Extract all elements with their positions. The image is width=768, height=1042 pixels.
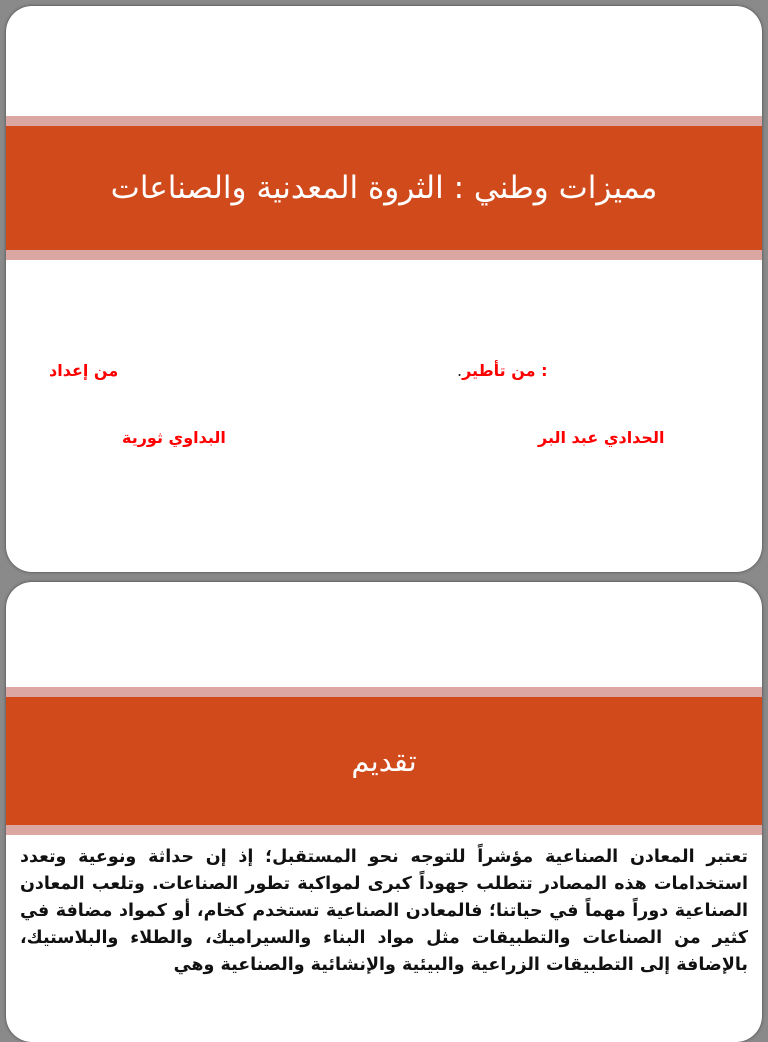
- top-accent-line: [6, 116, 762, 126]
- supervisor-name: الحدادي عبد البر: [538, 428, 665, 447]
- intro-slide: [6, 582, 762, 1042]
- bottom-accent-line: [6, 825, 762, 835]
- title-band: [6, 126, 762, 250]
- title-band: [6, 697, 762, 825]
- slide-title: مميزات وطني : الثروة المعدنية والصناعات: [110, 170, 658, 206]
- title-slide: [6, 6, 762, 572]
- prepared-by-label: من إعداد: [49, 361, 119, 380]
- author-name: البداوي ثورية: [122, 428, 226, 447]
- bottom-accent-line: [6, 250, 762, 260]
- supervision-label: : من تأطير.: [457, 361, 548, 380]
- top-accent-line: [6, 687, 762, 697]
- slide-title: تقديم: [351, 744, 417, 778]
- intro-paragraph: تعتبر المعادن الصناعية مؤشراً للتوجه نحو المستقبل؛ إذ إن حداثة ونوعية وتعدد استخدامات هذه المصادر تتطلب جهوداً كبرى لمواكبة تطور الصناعات. وتلعب المعادن الصناعية دوراً مهماً في حياتنا؛ فالمعادن الصناعية تستخدم كخام، أو كمواد مضافة في كثير من الصناعات والتطبيقات مثل مواد البناء والسيراميك، والطلاء والبلاستيك، بالإضافة إلى التطبيقات الزراعية والبيئية والإنشائية والصناعية وهي: [20, 847, 748, 975]
